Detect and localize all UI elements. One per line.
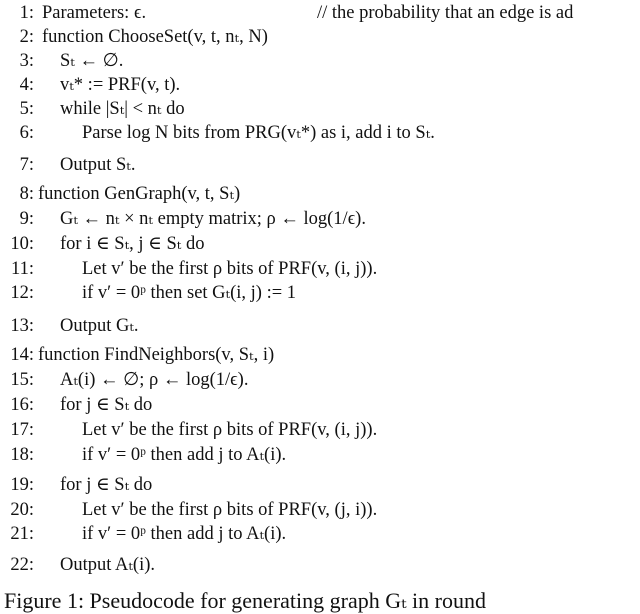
line-code: Parameters: ϵ.	[42, 3, 147, 23]
line-code: Let v′ be the first ρ bits of PRF(v, (i, j)).	[82, 259, 378, 279]
line-number: 21:	[10, 524, 34, 544]
line-code: Gₜ ← nₜ × nₜ empty matrix; ρ ← log(1/ϵ).	[60, 209, 366, 229]
line-code: function FindNeighbors(v, Sₜ, i)	[38, 345, 275, 365]
line-code: Output Sₜ.	[60, 155, 136, 175]
line-number: 1:	[19, 3, 34, 23]
line-code: if v′ = 0ᵖ then set Gₜ(i, j) := 1	[82, 283, 297, 303]
line-number: 14:	[10, 345, 34, 365]
line-number: 5:	[19, 99, 34, 119]
line-number: 7:	[19, 155, 34, 175]
line-code: if v′ = 0ᵖ then add j to Aₜ(i).	[82, 445, 287, 465]
line-code: if v′ = 0ᵖ then add j to Aₜ(i).	[82, 524, 287, 544]
line-number: 18:	[10, 445, 34, 465]
line-code: Output Gₜ.	[60, 316, 139, 336]
line-number: 12:	[10, 283, 34, 303]
line-code: while |Sₜ| < nₜ do	[60, 99, 185, 119]
line-code: Sₜ ← ∅.	[60, 51, 124, 71]
line-number: 15:	[10, 370, 34, 390]
line-number: 9:	[19, 209, 34, 229]
line-number: 13:	[10, 316, 34, 336]
line-number: 22:	[10, 555, 34, 575]
line-code: function GenGraph(v, t, Sₜ)	[38, 184, 241, 204]
line-number: 6:	[19, 123, 34, 143]
line-number: 10:	[10, 234, 34, 254]
line-code: vₜ* := PRF(v, t).	[60, 75, 181, 95]
line-code: function ChooseSet(v, t, nₜ, N)	[42, 27, 268, 47]
line-code: Let v′ be the first ρ bits of PRF(v, (i, j)).	[82, 420, 378, 440]
line-number: 20:	[10, 500, 34, 520]
figure-caption: Figure 1: Pseudocode for generating graph Gₜ in round	[4, 588, 486, 613]
line-number: 17:	[10, 420, 34, 440]
line-number: 11:	[11, 259, 34, 279]
line-code: Parse log N bits from PRG(vₜ*) as i, add i to Sₜ.	[82, 123, 435, 143]
line-code: for j ∈ Sₜ do	[60, 475, 153, 495]
line-code: for i ∈ Sₜ, j ∈ Sₜ do	[60, 234, 205, 254]
line-code: Aₜ(i) ← ∅; ρ ← log(1/ϵ).	[60, 370, 249, 390]
line-number: 19:	[10, 475, 34, 495]
line-number: 8:	[19, 184, 34, 204]
line-number: 4:	[19, 75, 34, 95]
line-code: Let v′ be the first ρ bits of PRF(v, (j, i)).	[82, 500, 378, 520]
line-comment: // the probability that an edge is ad	[317, 3, 574, 23]
line-code: for j ∈ Sₜ do	[60, 395, 153, 415]
line-number: 16:	[10, 395, 34, 415]
line-number: 2:	[19, 27, 34, 47]
line-number: 3:	[19, 51, 34, 71]
line-code: Output Aₜ(i).	[60, 555, 156, 575]
